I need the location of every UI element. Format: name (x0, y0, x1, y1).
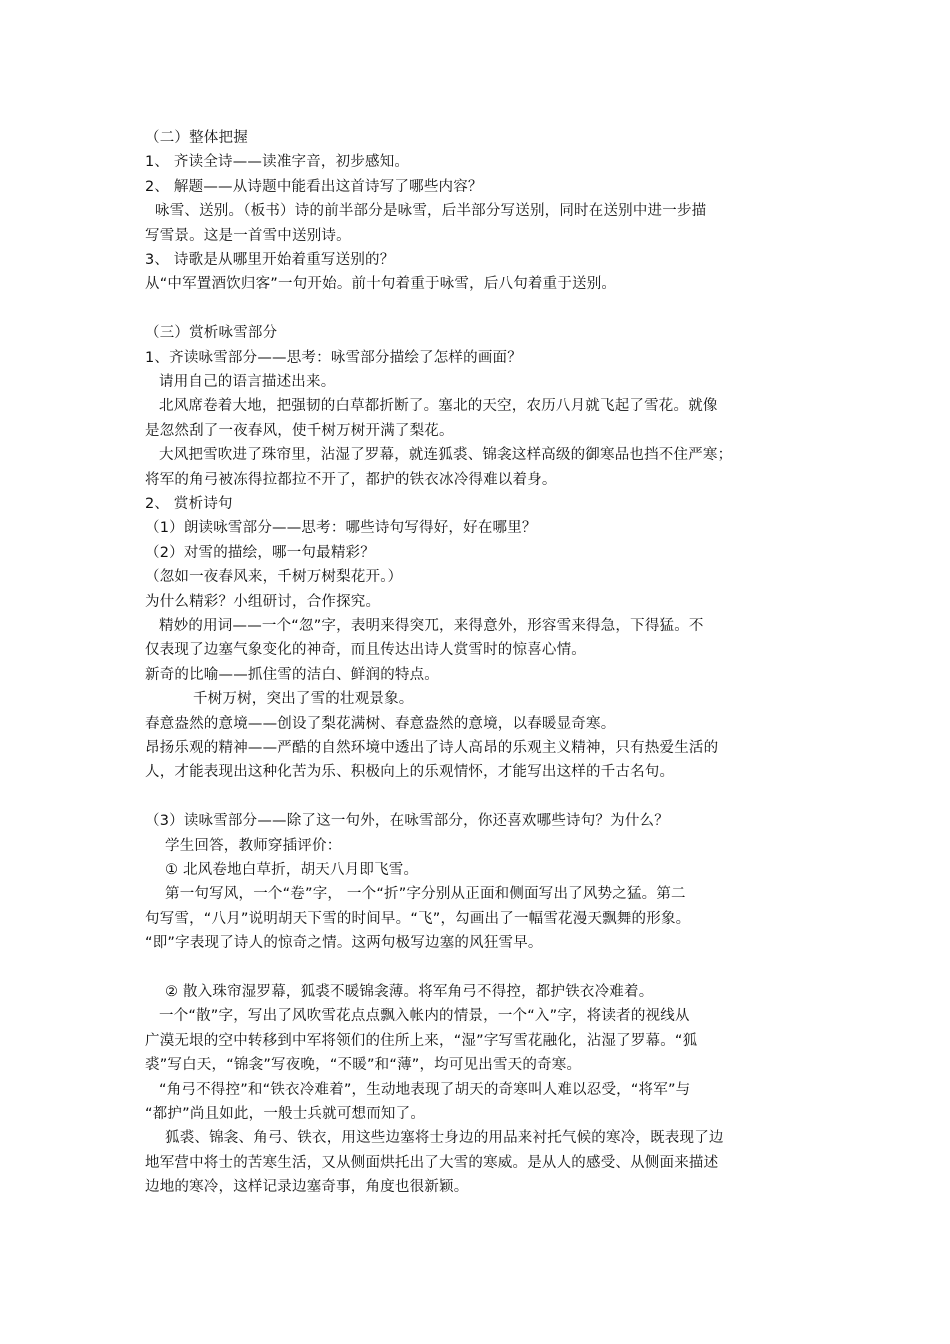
text-line: 昂扬乐观的精神——严酷的自然环境中透出了诗人高昂的乐观主义精神，只有热爱生活的 (145, 740, 719, 756)
text-line: 将军的角弓被冻得拉都拉不开了，都护的铁衣冰冷得难以着身。 (145, 471, 557, 488)
text-line: 咏雪、送别。（板书）诗的前半部分是咏雪，后半部分写送别，同时在送别中进一步描 (155, 203, 707, 220)
text-line: 写雪景。这是一首雪中送别诗。 (145, 227, 351, 244)
text-line: 人，才能表现出这种化苦为乐、积极向上的乐观情怀，才能写出这样的千古名句。 (145, 764, 675, 781)
text-line: （1）朗读咏雪部分——思考：哪些诗句写得好，好在哪里？ (145, 520, 537, 537)
text-line: 1、齐读咏雪部分——思考：咏雪部分描绘了怎样的画面？ (145, 349, 522, 366)
text-line: 第一句写风，一个“卷”字， 一个“折”字分别从正面和侧面写出了风势之猛。第二 (165, 886, 686, 903)
text-line: ② 散入珠帘湿罗幕，狐裘不暖锦衾薄。将军角弓不得控，都护铁衣冷难着。 (165, 984, 654, 1000)
text-line: 狐裘、锦衾、角弓、铁衣，用这些边塞将士身边的用品来衬托气候的寒冷，既表现了边 (165, 1130, 724, 1147)
text-line: 学生回答，教师穿插评价： (165, 837, 342, 854)
text-line: （3）读咏雪部分——除了这一句外，在咏雪部分，你还喜欢哪些诗句？为什么？ (145, 813, 669, 830)
text-line: 千树万树，突出了雪的壮观景象。 (193, 691, 414, 708)
text-line: 2、 解题——从诗题中能看出这首诗写了哪些内容？ (145, 178, 483, 195)
text-line: 3、 诗歌是从哪里开始着重写送别的？ (145, 252, 395, 268)
text-line: 精妙的用词——一个“忽”字，表明来得突兀，来得意外，形容雪来得急，下得猛。不 (159, 618, 704, 634)
text-line: 大风把雪吹进了珠帘里，沾湿了罗幕，就连狐裘、锦衾这样高级的御寒品也挡不住严寒； (159, 447, 733, 464)
text-line: 春意盎然的意境——创设了梨花满树、春意盎然的意境，以春暖显奇寒。 (145, 715, 616, 732)
text-line: “即”字表现了诗人的惊奇之情。这两句极写边塞的风狂雪早。 (145, 935, 543, 952)
text-line: （二）整体把握 (145, 130, 248, 146)
text-line: 从“中军置酒饮归客”一句开始。前十句着重于咏雪，后八句着重于送别。 (145, 276, 617, 293)
text-line: “都护”尚且如此，一般士兵就可想而知了。 (145, 1106, 426, 1122)
text-line: （2）对雪的描绘，哪一句最精彩？ (145, 544, 375, 561)
text-line: 2、 赏析诗句 (145, 496, 233, 512)
text-line: 1、 齐读全诗——读准字音，初步感知。 (145, 154, 410, 171)
text-line: 仅表现了边塞气象变化的神奇，而且传达出诗人赏雪时的惊喜心情。 (145, 642, 586, 659)
text-line: 一个“散”字，写出了风吹雪花点点飘入帐内的情景，一个“入”字，将读者的视线从 (159, 1008, 690, 1025)
text-line: 为什么精彩？小组研讨，合作探究。 (145, 593, 381, 610)
text-line: （三）赏析咏雪部分 (145, 325, 278, 342)
text-line: 裘”写白天，“锦衾”写夜晚，“不暖”和“薄”，均可见出雪天的奇寒。 (145, 1057, 582, 1074)
text-line: “角弓不得控”和“铁衣冷难着”，生动地表现了胡天的奇寒叫人难以忍受，“将军”与 (159, 1081, 691, 1098)
text-line: ① 北风卷地白草折，胡天八月即飞雪。 (165, 862, 419, 878)
text-line: （忽如一夜春风来，千树万树梨花开。） (145, 569, 403, 586)
text-line: 句写雪，“八月”说明胡天下雪的时间早。“飞”，勾画出了一幅雪花漫天飘舞的形象。 (145, 910, 691, 927)
text-line: 广漠无垠的空中转移到中军将领们的住所上来，“湿”字写雪花融化，沾湿了罗幕。“狐 (145, 1032, 698, 1049)
text-line: 边地的寒冷，这样记录边塞奇事，角度也很新颖。 (145, 1179, 469, 1196)
text-line: 请用自己的语言描述出来。 (159, 374, 336, 390)
text-line: 地军营中将士的苦寒生活，又从侧面烘托出了大雪的寒威。是从人的感受、从侧面来描述 (145, 1154, 719, 1171)
text-line: 北风席卷着大地，把强韧的白草都折断了。塞北的天空，农历八月就飞起了雪花。就像 (159, 398, 718, 415)
text-line: 新奇的比喻——抓住雪的洁白、鲜润的特点。 (145, 666, 439, 683)
text-line: 是忽然刮了一夜春风，使千树万树开满了梨花。 (145, 422, 454, 439)
